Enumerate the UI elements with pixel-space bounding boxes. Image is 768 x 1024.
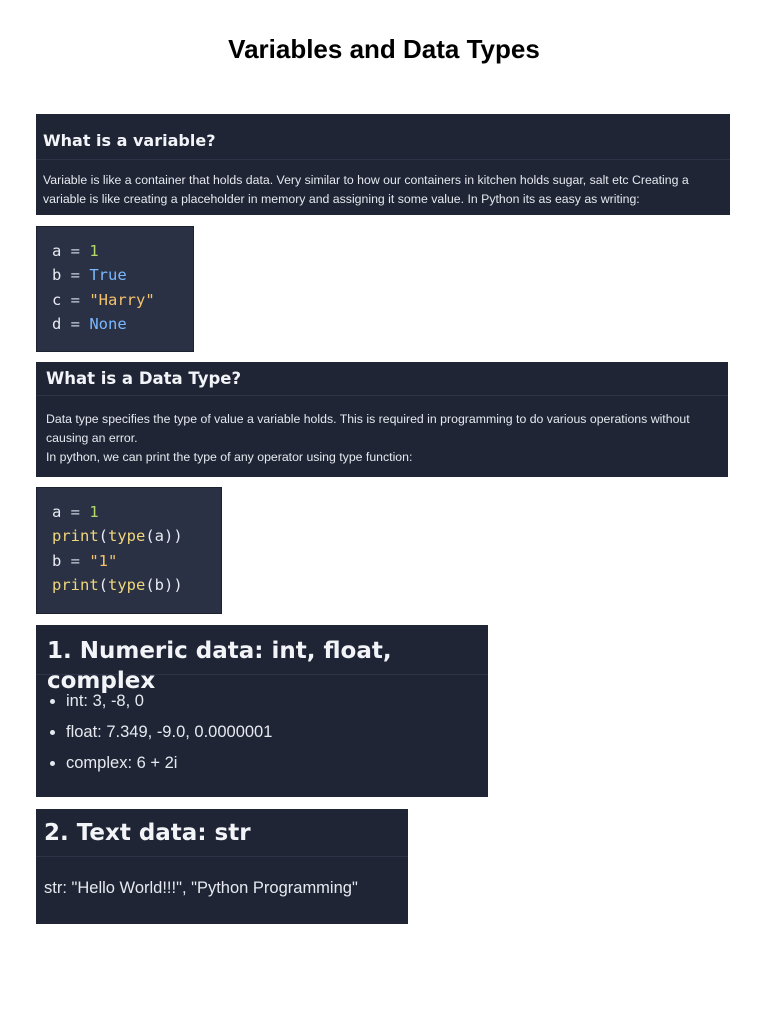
- code-line: [52, 573, 206, 597]
- datatype-description-line2: In python, we can print the type of any operator using type function:: [46, 450, 413, 464]
- code-line: [52, 500, 206, 524]
- code-none-literal: None: [89, 314, 127, 333]
- variable-section: [36, 114, 730, 215]
- code-block-assignments: [36, 226, 194, 352]
- datatype-heading: What is a Data Type?: [36, 362, 728, 396]
- datatype-section: [36, 362, 728, 477]
- code-argument: (a)): [145, 527, 183, 546]
- code-function-print: print: [52, 527, 99, 546]
- code-variable: d: [52, 314, 62, 333]
- datatype-description: [36, 396, 728, 467]
- code-paren: (: [98, 575, 109, 594]
- code-function-type: type: [108, 527, 146, 546]
- code-string-literal: "1": [89, 551, 118, 570]
- code-boolean-literal: True: [89, 266, 127, 285]
- variable-description: [36, 160, 730, 209]
- text-heading: 2. Text data: str: [36, 809, 408, 857]
- code-line: [52, 263, 178, 287]
- text-example: str: "Hello World!!!", "Python Programming": [44, 879, 358, 897]
- code-line: [52, 239, 178, 263]
- code-variable: b: [52, 551, 62, 570]
- numeric-heading: 1. Numeric data: int, float, complex: [36, 625, 488, 675]
- code-line: [52, 312, 178, 336]
- code-number-literal: 1: [89, 503, 99, 521]
- variable-heading: What is a variable?: [36, 114, 730, 160]
- datatype-description-line1: Data type specifies the type of value a variable holds. This is required in programming to do various operations without causing an error.: [46, 412, 690, 445]
- code-variable: b: [52, 266, 62, 285]
- list-item: • complex: 6 + 2i: [66, 748, 488, 779]
- code-variable: a: [52, 242, 62, 260]
- list-item: • float: 7.349, -9.0, 0.0000001: [66, 717, 488, 748]
- code-block-type-print: [36, 487, 222, 614]
- code-function-type: type: [108, 575, 146, 594]
- code-operator: =: [61, 266, 90, 285]
- numeric-section: [36, 625, 488, 797]
- code-variable: a: [52, 503, 62, 521]
- code-argument: (b)): [145, 575, 183, 594]
- code-string-literal: "Harry": [89, 290, 155, 309]
- code-line: [52, 524, 206, 548]
- code-variable: c: [52, 290, 62, 309]
- code-operator: =: [61, 314, 90, 333]
- code-function-print: print: [52, 575, 99, 594]
- list-item: • int: 3, -8, 0: [66, 686, 488, 717]
- code-line: [52, 288, 178, 312]
- variable-description-text: Variable is like a container that holds data. Very similar to how our containers in kitchen holds sugar, salt etc Creating a variable is like creating a placeholder in memory and assigning it some value. In Python its as easy as writing:: [43, 173, 689, 206]
- numeric-list: [36, 675, 488, 779]
- code-line: [52, 549, 206, 573]
- code-operator: =: [61, 551, 90, 570]
- code-operator: =: [61, 242, 90, 260]
- text-section: [36, 809, 408, 924]
- page-title: Variables and Data Types: [228, 34, 540, 64]
- code-number-literal: 1: [89, 242, 99, 260]
- code-operator: =: [61, 503, 90, 521]
- code-paren: (: [98, 527, 109, 546]
- code-operator: =: [61, 290, 90, 309]
